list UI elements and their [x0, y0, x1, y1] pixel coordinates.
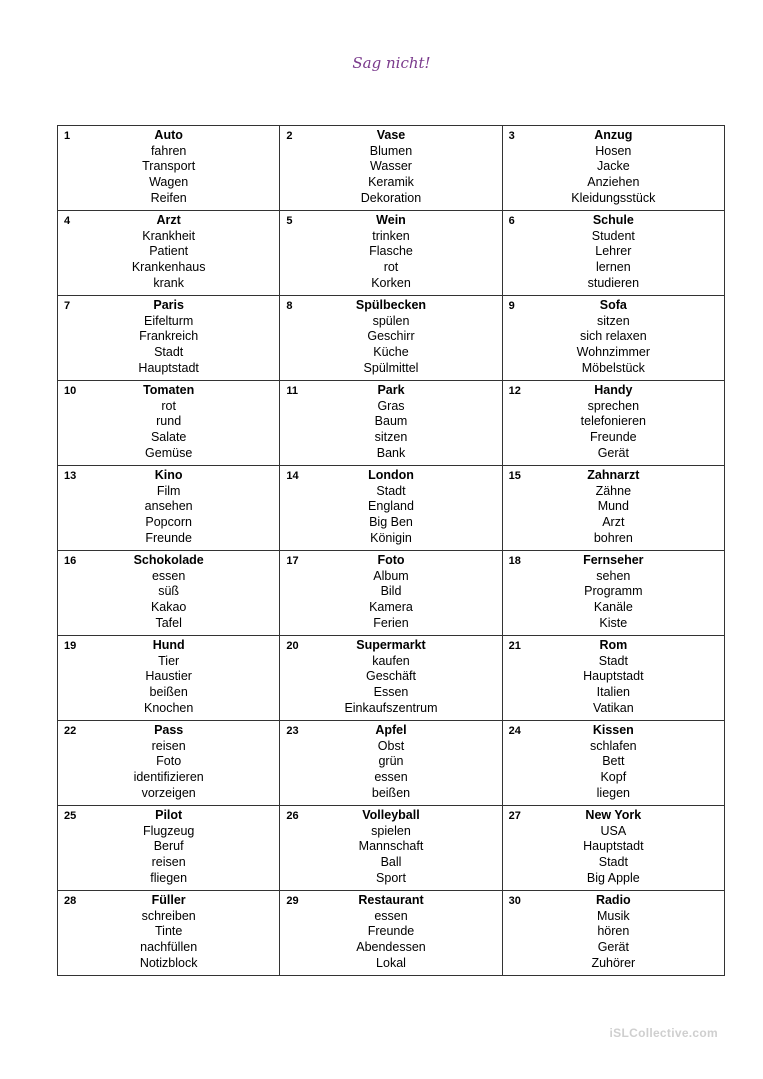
card-main-word: Paris: [153, 298, 184, 312]
card-main-word: Foto: [377, 553, 405, 567]
card-forbidden-word: grün: [378, 754, 404, 769]
card-forbidden-word: Dekoration: [360, 190, 422, 205]
grid-row: [58, 891, 725, 976]
card-forbidden-word: Blumen: [369, 143, 413, 158]
word-card: [280, 636, 502, 721]
card-main-word: Arzt: [156, 213, 181, 227]
card-number: 17: [286, 555, 299, 567]
word-card: [280, 296, 502, 381]
word-card: [502, 636, 724, 721]
card-forbidden-word: Tafel: [155, 615, 182, 630]
card-word-list: [503, 466, 724, 547]
card-number: 11: [286, 385, 298, 397]
card-forbidden-word: Essen: [373, 685, 409, 700]
card-forbidden-word: sitzen: [374, 430, 408, 445]
card-forbidden-word: sich relaxen: [579, 329, 647, 344]
grid-row: [58, 211, 725, 296]
card-main-word: Füller: [151, 893, 186, 907]
card-forbidden-word: Sport: [376, 870, 406, 885]
card-forbidden-word: Kamera: [369, 600, 413, 615]
word-card: [502, 891, 724, 976]
card-number: 27: [508, 810, 521, 822]
card-word-list: [280, 211, 501, 292]
card-forbidden-word: Baum: [374, 414, 408, 429]
card-forbidden-word: studieren: [587, 275, 640, 290]
word-card: [58, 466, 280, 551]
card-forbidden-word: Küche: [373, 345, 409, 360]
card-forbidden-word: Vatikan: [592, 700, 634, 715]
card-forbidden-word: Arzt: [602, 515, 625, 530]
word-card: [280, 211, 502, 296]
card-word-list: [503, 636, 724, 717]
card-forbidden-word: Big Apple: [586, 870, 640, 885]
card-forbidden-word: Hauptstadt: [583, 669, 644, 684]
card-forbidden-word: trinken: [372, 228, 410, 243]
card-number: 13: [64, 470, 77, 482]
card-forbidden-word: Obst: [377, 738, 405, 753]
card-forbidden-word: Möbelstück: [581, 360, 645, 375]
taboo-card-grid: [57, 125, 725, 976]
grid-row: [58, 381, 725, 466]
card-word-list: [280, 381, 501, 462]
card-number: 2: [286, 130, 293, 142]
card-forbidden-word: Wagen: [149, 175, 189, 190]
card-number: 19: [64, 640, 77, 652]
card-forbidden-word: Tier: [158, 653, 180, 668]
card-forbidden-word: Gerät: [597, 445, 629, 460]
card-number: 18: [508, 555, 521, 567]
card-word-list: [58, 381, 279, 462]
word-card: [58, 551, 280, 636]
card-number: 23: [286, 725, 299, 737]
page-title: Sag nicht!: [352, 54, 431, 72]
card-forbidden-word: Krankenhaus: [131, 260, 206, 275]
card-main-word: Tomaten: [143, 383, 195, 397]
word-card: [58, 296, 280, 381]
card-forbidden-word: Geschäft: [365, 669, 416, 684]
card-forbidden-word: Mund: [597, 499, 629, 514]
card-main-word: Anzug: [594, 128, 633, 142]
card-number: 25: [64, 810, 77, 822]
card-forbidden-word: bohren: [593, 530, 633, 545]
card-word-list: [503, 891, 724, 972]
card-forbidden-word: sehen: [596, 568, 631, 583]
card-forbidden-word: Mannschaft: [358, 839, 424, 854]
card-forbidden-word: sitzen: [597, 313, 630, 328]
site-watermark: iSLCollective.com: [609, 1026, 718, 1040]
card-number: 28: [64, 895, 77, 907]
card-forbidden-word: Krankheit: [142, 228, 196, 243]
card-forbidden-word: Stadt: [598, 653, 628, 668]
card-main-word: Sofa: [599, 298, 627, 312]
card-forbidden-word: spülen: [372, 313, 410, 328]
grid-row: [58, 126, 725, 211]
card-word-list: [503, 381, 724, 462]
card-forbidden-word: Italien: [596, 685, 630, 700]
card-forbidden-word: Stadt: [376, 483, 406, 498]
card-forbidden-word: Freunde: [367, 924, 415, 939]
card-word-list: [58, 721, 279, 802]
card-forbidden-word: Kakao: [150, 600, 187, 615]
card-forbidden-word: schreiben: [141, 908, 196, 923]
card-word-list: [280, 551, 501, 632]
card-forbidden-word: Transport: [142, 159, 196, 174]
card-forbidden-word: Album: [373, 568, 409, 583]
card-forbidden-word: rot: [383, 260, 399, 275]
card-word-list: [280, 466, 501, 547]
word-card: [502, 806, 724, 891]
card-forbidden-word: Gerät: [597, 940, 629, 955]
card-main-word: Schule: [592, 213, 634, 227]
card-forbidden-word: Zähne: [595, 483, 632, 498]
card-forbidden-word: Stadt: [154, 345, 184, 360]
card-forbidden-word: Hauptstadt: [138, 360, 199, 375]
card-number: 20: [286, 640, 299, 652]
card-word-list: [280, 891, 501, 972]
card-forbidden-word: Ball: [380, 855, 402, 870]
card-main-word: Pass: [154, 723, 184, 737]
card-forbidden-word: Programm: [584, 584, 643, 599]
card-forbidden-word: beißen: [371, 785, 411, 800]
card-forbidden-word: Tinte: [155, 924, 183, 939]
card-number: 1: [64, 130, 71, 142]
card-forbidden-word: Big Ben: [369, 515, 413, 530]
card-forbidden-word: Anziehen: [587, 175, 640, 190]
card-forbidden-word: Kiste: [599, 615, 628, 630]
word-card: [58, 721, 280, 806]
card-word-list: [503, 806, 724, 887]
card-number: 26: [286, 810, 299, 822]
card-forbidden-word: reisen: [151, 738, 186, 753]
card-forbidden-word: ansehen: [144, 499, 193, 514]
card-forbidden-word: Beruf: [153, 839, 184, 854]
card-forbidden-word: reisen: [151, 855, 186, 870]
card-main-word: New York: [585, 808, 642, 822]
card-forbidden-word: USA: [600, 823, 627, 838]
card-forbidden-word: England: [368, 499, 414, 514]
card-forbidden-word: essen: [151, 568, 186, 583]
word-card: [58, 126, 280, 211]
word-card: [280, 126, 502, 211]
card-main-word: Vase: [376, 128, 406, 142]
word-card: [502, 126, 724, 211]
card-forbidden-word: vorzeigen: [141, 785, 196, 800]
card-number: 12: [508, 385, 521, 397]
grid-row: [58, 296, 725, 381]
card-main-word: Restaurant: [358, 893, 424, 907]
card-forbidden-word: Wohnzimmer: [576, 345, 651, 360]
word-card: [502, 211, 724, 296]
card-forbidden-word: Kopf: [600, 770, 627, 785]
card-number: 16: [64, 555, 77, 567]
card-forbidden-word: nachfüllen: [140, 940, 198, 955]
card-forbidden-word: Keramik: [368, 175, 414, 190]
card-forbidden-word: Lokal: [376, 955, 406, 970]
card-forbidden-word: Eifelturm: [144, 313, 194, 328]
card-main-word: Apfel: [375, 723, 407, 737]
card-forbidden-word: Notizblock: [139, 955, 198, 970]
word-card: [280, 721, 502, 806]
card-forbidden-word: Bild: [380, 584, 402, 599]
card-forbidden-word: Ferien: [373, 615, 409, 630]
card-word-list: [503, 551, 724, 632]
grid-row: [58, 551, 725, 636]
card-forbidden-word: Flasche: [369, 244, 413, 259]
card-number: 3: [508, 130, 515, 142]
card-forbidden-word: Salate: [150, 430, 187, 445]
card-word-list: [58, 806, 279, 887]
card-forbidden-word: Popcorn: [145, 515, 192, 530]
card-number: 15: [508, 470, 521, 482]
card-forbidden-word: Foto: [156, 754, 182, 769]
card-forbidden-word: Haustier: [145, 669, 192, 684]
card-main-word: Spülbecken: [355, 298, 427, 312]
card-number: 22: [64, 725, 77, 737]
card-main-word: Rom: [599, 638, 628, 652]
card-number: 9: [508, 300, 515, 312]
card-forbidden-word: Kleidungsstück: [571, 190, 656, 205]
word-card: [502, 296, 724, 381]
word-card: [58, 211, 280, 296]
card-forbidden-word: krank: [153, 275, 184, 290]
card-word-list: [280, 126, 501, 207]
card-forbidden-word: schlafen: [590, 738, 637, 753]
card-word-list: [58, 636, 279, 717]
card-word-list: [58, 891, 279, 972]
card-main-word: Pilot: [155, 808, 183, 822]
card-main-word: Park: [377, 383, 405, 397]
grid-row: [58, 466, 725, 551]
card-forbidden-word: fahren: [150, 143, 187, 158]
card-forbidden-word: Abendessen: [356, 940, 426, 955]
word-card: [280, 891, 502, 976]
card-word-list: [280, 636, 501, 717]
card-word-list: [280, 296, 501, 377]
card-forbidden-word: Knochen: [143, 700, 194, 715]
word-card: [58, 806, 280, 891]
card-number: 8: [286, 300, 293, 312]
card-forbidden-word: Hosen: [595, 143, 632, 158]
card-forbidden-word: Hauptstadt: [583, 839, 644, 854]
card-forbidden-word: Film: [156, 483, 181, 498]
card-forbidden-word: Geschirr: [367, 329, 415, 344]
card-forbidden-word: Frankreich: [139, 329, 199, 344]
card-forbidden-word: Einkaufszentrum: [344, 700, 438, 715]
card-forbidden-word: Patient: [149, 244, 189, 259]
card-forbidden-word: rund: [156, 414, 182, 429]
card-number: 6: [508, 215, 515, 227]
grid-row: [58, 636, 725, 721]
card-forbidden-word: Zuhörer: [591, 955, 636, 970]
card-main-word: Kino: [154, 468, 183, 482]
card-forbidden-word: Stadt: [598, 855, 628, 870]
word-card: [502, 551, 724, 636]
word-card: [502, 466, 724, 551]
card-main-word: Fernseher: [583, 553, 644, 567]
card-number: 10: [64, 385, 77, 397]
card-forbidden-word: essen: [374, 770, 408, 785]
card-forbidden-word: Gemüse: [145, 445, 193, 460]
card-main-word: Radio: [595, 893, 631, 907]
card-main-word: Zahnarzt: [587, 468, 640, 482]
grid-row: [58, 806, 725, 891]
word-card: [502, 381, 724, 466]
card-forbidden-word: beißen: [149, 685, 188, 700]
card-number: 4: [64, 215, 71, 227]
word-card: [280, 806, 502, 891]
card-forbidden-word: Flugzeug: [142, 823, 195, 838]
word-card: [58, 636, 280, 721]
card-forbidden-word: Musik: [597, 908, 630, 923]
card-word-list: [503, 296, 724, 377]
card-forbidden-word: Königin: [370, 530, 412, 545]
card-forbidden-word: spielen: [371, 823, 411, 838]
card-number: 7: [64, 300, 71, 312]
card-forbidden-word: Student: [591, 228, 635, 243]
card-word-list: [58, 126, 279, 207]
card-forbidden-word: süß: [158, 584, 180, 599]
card-forbidden-word: Korken: [371, 275, 411, 290]
card-forbidden-word: fliegen: [150, 870, 188, 885]
card-forbidden-word: hören: [597, 924, 630, 939]
card-word-list: [58, 296, 279, 377]
card-main-word: Schokolade: [133, 553, 204, 567]
grid-row: [58, 721, 725, 806]
card-forbidden-word: Lehrer: [595, 244, 632, 259]
card-forbidden-word: Bett: [602, 754, 625, 769]
card-word-list: [280, 806, 501, 887]
card-word-list: [58, 551, 279, 632]
card-main-word: Handy: [594, 383, 633, 397]
card-main-word: Wein: [376, 213, 406, 227]
card-forbidden-word: essen: [374, 908, 408, 923]
card-word-list: [58, 211, 279, 292]
word-card: [502, 721, 724, 806]
word-card: [58, 381, 280, 466]
card-forbidden-word: lernen: [595, 260, 631, 275]
card-number: 5: [286, 215, 293, 227]
card-forbidden-word: Spülmittel: [363, 360, 419, 375]
card-word-list: [503, 721, 724, 802]
card-word-list: [58, 466, 279, 547]
card-word-list: [503, 211, 724, 292]
card-forbidden-word: rot: [161, 398, 176, 413]
card-number: 30: [508, 895, 521, 907]
card-main-word: Kissen: [592, 723, 634, 737]
card-forbidden-word: Gras: [377, 398, 405, 413]
word-card: [280, 381, 502, 466]
card-main-word: Volleyball: [362, 808, 420, 822]
card-word-list: [280, 721, 501, 802]
card-forbidden-word: Reifen: [150, 190, 187, 205]
word-card: [280, 551, 502, 636]
card-number: 24: [508, 725, 521, 737]
card-main-word: Supermarkt: [356, 638, 426, 652]
card-main-word: Hund: [152, 638, 185, 652]
card-forbidden-word: Jacke: [597, 159, 630, 174]
word-card: [58, 891, 280, 976]
card-number: 14: [286, 470, 299, 482]
card-number: 21: [508, 640, 521, 652]
card-forbidden-word: Bank: [376, 445, 406, 460]
card-forbidden-word: liegen: [596, 785, 631, 800]
word-card: [280, 466, 502, 551]
card-number: 29: [286, 895, 299, 907]
card-forbidden-word: kaufen: [372, 653, 410, 668]
card-main-word: Auto: [154, 128, 183, 142]
card-main-word: London: [368, 468, 414, 482]
card-forbidden-word: Kanäle: [593, 600, 633, 615]
card-forbidden-word: Freunde: [145, 530, 192, 545]
card-forbidden-word: identifizieren: [133, 770, 204, 785]
card-word-list: [503, 126, 724, 207]
card-forbidden-word: Freunde: [590, 430, 637, 445]
card-forbidden-word: Wasser: [370, 159, 412, 174]
card-forbidden-word: telefonieren: [580, 414, 646, 429]
card-forbidden-word: sprechen: [587, 398, 640, 413]
